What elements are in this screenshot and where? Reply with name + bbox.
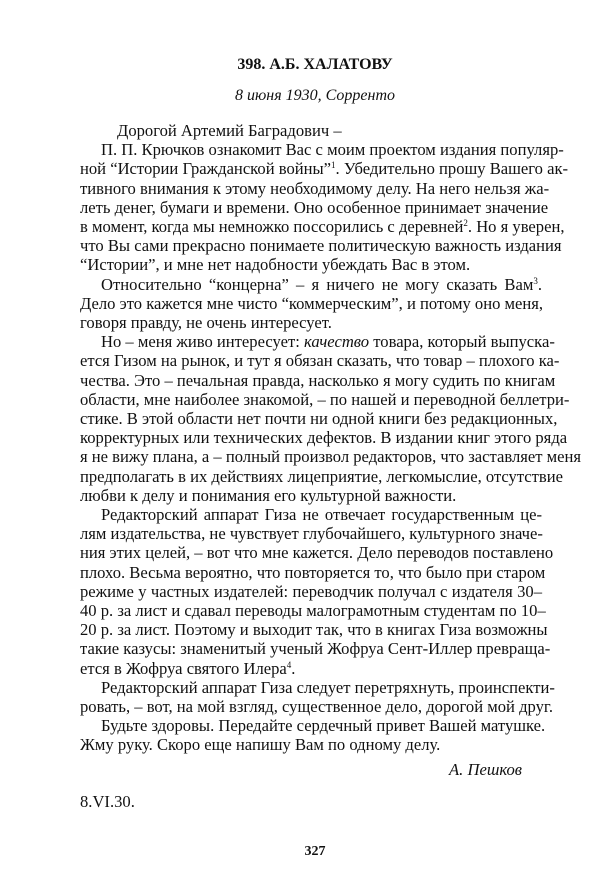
paragraph-line: [80, 255, 542, 274]
paragraph-line: [80, 428, 568, 448]
signature: А. Пешков: [449, 760, 522, 779]
paragraph-line: [80, 524, 542, 543]
paragraph-line: [80, 159, 569, 179]
paragraph-line: [101, 140, 564, 160]
paragraph-line: [80, 601, 546, 620]
line-text: режиме у частных издателей: переводчик получал с издателя 30–: [80, 581, 542, 601]
paragraph-line: [80, 313, 542, 332]
paragraph-line: [80, 236, 562, 256]
paragraph-line: [80, 351, 560, 371]
footnote-ref: 2: [463, 218, 468, 228]
line-text: ровать, – вот, на мой взгляд, существенное дело, дорогой мой друг.: [80, 697, 553, 716]
line-text: Будьте здоровы. Передайте сердечный привет Вашей матушке.: [101, 716, 546, 736]
line-text: “Истории”, и мне нет надобности убеждать Вас в этом.: [80, 255, 471, 275]
paragraph-line: [80, 466, 563, 486]
paragraph-line: [80, 543, 554, 563]
line-text: в момент, когда мы немножко поссорились с деревней: [80, 217, 464, 236]
line-text: тивного внимания к этому необходимому делу. На него нельзя жа-: [80, 178, 550, 198]
line-text: Дело это кажется мне чисто “коммерческим”, и потому оно меня,: [80, 293, 544, 313]
line-text: говоря правду, не очень интересует.: [80, 313, 332, 332]
paragraph-line: [80, 735, 542, 754]
line-text: 40 р. за лист и сдавал переводы малограмотным студентам по 10–: [80, 601, 546, 620]
paragraph-line: [80, 562, 546, 582]
paragraph-line: [80, 217, 565, 236]
line-text: Жму руку. Скоро еще напишу Вам по одному делу.: [80, 735, 441, 755]
line-text: Редакторский аппарат Гиза не отвечает государственным це-: [101, 505, 542, 524]
line-text: .: [537, 274, 542, 294]
paragraph-line: [80, 659, 542, 678]
line-text: . Убедительно прошу Вашего ак-: [335, 159, 569, 179]
line-text: такие казусы: знаменитый ученый Жофруа Сент-Иллер превраща-: [80, 639, 551, 659]
paragraph-line: [101, 505, 542, 524]
line-text: лям издательства, не чувствует глубочайшего, культурного значе-: [80, 524, 543, 544]
line-text: области, мне наиболее знакомой, – по нашей и переводной беллетри-: [80, 389, 570, 409]
page-number: 327: [304, 844, 326, 859]
paragraph-line: [80, 370, 556, 390]
line-text: корректурных или технических дефектов. В издании книг этого ряда: [80, 428, 568, 448]
paragraph-line: [80, 486, 542, 505]
paragraph-line: [101, 332, 555, 352]
line-text: что Вы сами прекрасно понимаете политическую важность издания: [80, 236, 562, 256]
line-text: товара, который выпуска-: [369, 332, 555, 352]
line-text: П. П. Крючков ознакомит Вас с моим проектом издания популяр-: [101, 140, 564, 160]
line-text: предполагать в их действиях лицеприятие, легкомыслие, отсутствие: [80, 466, 563, 486]
line-text: .: [291, 658, 296, 678]
line-text: любви к делу и понимания его культурной важности.: [80, 485, 457, 505]
paragraph-line: [80, 197, 549, 217]
line-text: стике. В этой области нет почти ни одной книги без редакционных,: [80, 409, 558, 428]
footnote-ref: 3: [533, 275, 538, 286]
line-text: ния этих целей, – вот что мне кажется. Дело переводов поставлено: [80, 543, 554, 563]
paragraph-line: [80, 294, 542, 313]
line-text: плохо. Весьма вероятно, что повторяется то, что было при старом: [80, 562, 546, 582]
line-text: Но – меня живо интересует:: [101, 332, 304, 352]
paragraph-line: [80, 620, 548, 640]
footnote-ref: 1: [331, 160, 336, 171]
paragraph-line: [80, 447, 582, 467]
closing-date: 8.VI.30.: [80, 792, 135, 811]
paragraph-line: [80, 178, 550, 198]
paragraph-line: [101, 275, 542, 294]
paragraph-line: [80, 639, 551, 659]
line-text: Относительно “концерна” – я ничего не могу сказать Вам: [101, 274, 534, 294]
line-text: ется Гизом на рынок, и тут я обязан сказать, что товар – плохого ка-: [80, 351, 560, 371]
paragraph-line: [101, 677, 555, 697]
line-text: 20 р. за лист. Поэтому и выходит так, что в книгах Гиза возможны: [80, 620, 548, 640]
line-text: ной “Истории Гражданской войны”: [80, 159, 332, 179]
footnote-ref: 4: [286, 659, 292, 670]
salutation: Дорогой Артемий Баградович –: [117, 121, 342, 140]
paragraph-line: [80, 409, 558, 428]
line-text: ется в Жофруа святого Илера: [80, 658, 287, 678]
line-text: леть денег, бумаги и времени. Оно особенное принимает значение: [80, 197, 549, 217]
emphasis-text: качество: [303, 332, 370, 352]
paragraph-line: [80, 389, 570, 409]
paragraph-line: [101, 716, 546, 736]
line-text: я не вижу плана, а – полный произвол редакторов, что заставляет меня: [80, 447, 582, 467]
line-text: Редакторский аппарат Гиза следует перетряхнуть, проинспекти-: [101, 677, 555, 697]
paragraph-line: [80, 697, 553, 716]
paragraph-line: [80, 582, 542, 601]
letter-title: 398. А.Б. ХАЛАТОВУ: [237, 56, 393, 73]
letter-date-place: 8 июня 1930, Сорренто: [234, 87, 396, 104]
line-text: чества. Это – печальная правда, насколько я могу судить по книгам: [80, 370, 556, 390]
line-text: . Но я уверен,: [467, 217, 565, 236]
